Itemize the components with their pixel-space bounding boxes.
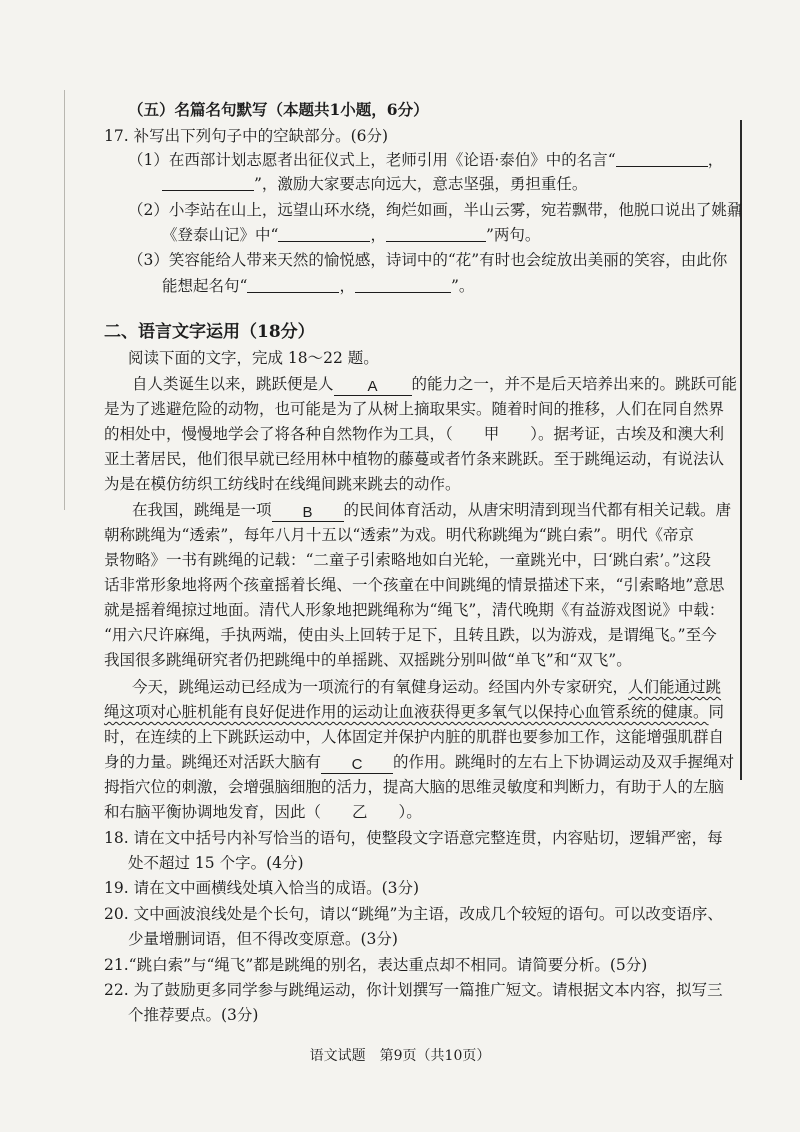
q17-part3-line1: （3）笑容能给人带来天然的愉悦感，诗词中的“花”有时也会绽放出美丽的笑容，由此你 <box>128 251 728 269</box>
q17-part3-line2 <box>162 276 474 296</box>
q17-part2-line1: （2）小李站在山上，远望山环水绕，绚烂如画，半山云雾，宛若飘带，他脱口说出了姚鼐 <box>128 201 743 219</box>
para3-line1 <box>132 677 721 697</box>
para2-line7: 我国很多跳绳研究者仍把跳绳中的单摇跳、双摇跳分别叫做“单飞”和“双飞”。 <box>104 651 632 669</box>
q17-part2-tail: ”两句。 <box>485 226 541 244</box>
para2-line6: “用六尺许麻绳，手执两端，使由头上回转于足下，且转且跌，以为游戏，是谓绳飞。”至今 <box>104 626 717 644</box>
answer-blank[interactable] <box>386 225 486 242</box>
q17-part1-text: （1）在西部计划志愿者出征仪式上，老师引用《论语·泰伯》中的名言“ <box>128 151 616 169</box>
answer-blank[interactable] <box>278 225 370 242</box>
q22-line1: 22. 为了鼓励更多同学参与跳绳运动，你计划撰写一篇推广短文。请根据文本内容，拟写三 <box>104 981 723 999</box>
page-footer: 语文试题 第9页（共10页） <box>309 1048 491 1064</box>
q18-line1: 18. 请在文中括号内补写恰当的语句，使整段文字语意完整连贯，内容贴切，逻辑严密，每 <box>104 829 723 847</box>
blank-a[interactable]: A <box>334 379 412 396</box>
comma: ， <box>370 226 386 244</box>
answer-blank[interactable] <box>355 276 451 293</box>
para3-line4 <box>104 752 734 774</box>
wavy-underlined-sentence: 人们能通过跳 <box>628 678 722 696</box>
para1-text: 的能力之一，并不是后天培养出来的。跳跃可能 <box>411 375 738 393</box>
comma: ， <box>339 277 355 295</box>
q20-line1: 20. 文中画波浪线处是个长句，请以“跳绳”为主语，改成几个较短的语句。可以改变语序、 <box>104 905 723 923</box>
para1-line2: 是为了逃避危险的动物，也可能是为了从树上摘取果实。随着时间的推移，人们在同自然界 <box>104 400 725 418</box>
q22-line2: 个推荐要点。(3分) <box>128 1006 259 1024</box>
blank-b[interactable]: B <box>272 505 344 522</box>
para3-line3: 时，在连续的上下跳跃运动中，人体固定并保护内脏的肌群也要参加工作，这能增强肌群自 <box>104 728 725 746</box>
q17-part1-line2 <box>162 174 587 194</box>
para2-line2: 朝称跳绳为“透索”，每年八月十五以“透索”为戏。明代称跳绳为“跳白索”。明代《帝京 <box>104 526 695 544</box>
para1-line3: 的相处中，慢慢地学会了将各种自然物作为工具，（ 甲 ）。据考证，古埃及和澳大利 <box>104 425 725 443</box>
q17-part3-text: 能想起名句“ <box>162 277 248 295</box>
para3-text: 同 <box>708 703 725 721</box>
q17-part3-tail: ”。 <box>450 277 475 295</box>
para2-line4: 话非常形象地将两个孩童摇着长绳、一个孩童在中间跳绳的情景描述下来，“引索略地”意思 <box>104 576 725 594</box>
section-5-heading: （五）名篇名句默写（本题共1小题，6分） <box>128 100 429 119</box>
para2-text: 在我国，跳绳是一项 <box>132 501 272 519</box>
comma: ， <box>707 151 724 169</box>
answer-blank[interactable] <box>162 174 254 191</box>
section-2-heading: 二、语言文字运用（18分） <box>104 322 315 342</box>
para1-line5: 为是在模仿纺织工纺线时在线绳间跳来跳去的动作。 <box>104 475 461 493</box>
para3-line5: 拇指穴位的刺激，会增强脑细胞的活力，提高大脑的思维灵敏度和判断力，有助于人的左脑 <box>104 778 725 796</box>
wavy-underlined-sentence: 绳这项对心脏机能有良好促进作用的运动让血液获得更多氧气以保持心血管系统的健康。 <box>104 703 709 721</box>
q17-part1-tail: ”，激励大家要志向远大，意志坚强，勇担重任。 <box>254 175 588 193</box>
para2-text: 的民间体育活动，从唐宋明清到现当代都有相关记载。唐 <box>343 501 732 519</box>
q21: 21.“跳白索”与“绳飞”都是跳绳的别名，表达重点却不相同。请简要分析。(5分) <box>104 956 648 974</box>
para3-line2 <box>104 702 724 722</box>
q19: 19. 请在文中画横线处填入恰当的成语。(3分) <box>104 879 420 897</box>
para1-line4: 亚土著居民，他们很早就已经用林中植物的藤蔓或者竹条来跳跃。至于跳绳运动，有说法认 <box>104 450 725 468</box>
reading-intro: 阅读下面的文字，完成 18～22 题。 <box>128 349 379 367</box>
q20-line2: 少量增删词语，但不得改变原意。(3分) <box>128 930 398 948</box>
q17-part2-text: 《登泰山记》中“ <box>162 226 279 244</box>
para1-line1 <box>132 374 737 396</box>
q17-stem: 17. 补写出下列句子中的空缺部分。(6分) <box>104 127 389 145</box>
para3-line6: 和右脑平衡协调地发育，因此（ 乙 ）。 <box>104 803 422 821</box>
para2-line5: 就是摇着绳掠过地面。清代人形象地把跳绳称为“绳飞”，清代晚期《有益游戏图说》中载： <box>104 601 725 619</box>
answer-blank[interactable] <box>616 150 708 167</box>
q17-part1-line1 <box>128 150 723 170</box>
para3-text: 身的力量。跳绳还对活跃大脑有 <box>104 753 322 771</box>
para2-line1 <box>132 500 731 522</box>
q17-part2-line2 <box>162 225 540 245</box>
answer-blank[interactable] <box>247 276 339 293</box>
para3-text: 的作用。跳绳时的左右上下协调运动及双手握绳对 <box>393 753 735 771</box>
para1-text: 自人类诞生以来，跳跃便是人 <box>132 375 334 393</box>
blank-c[interactable]: C <box>321 757 393 774</box>
para2-line3: 景物略》一书有跳绳的记载：“二童子引索略地如白光轮，一童跳光中，曰‘跳白索’。”这段 <box>104 551 711 569</box>
q18-line2: 处不超过 15 个字。(4分) <box>128 854 304 872</box>
para3-text: 今天，跳绳运动已经成为一项流行的有氧健身运动。经国内外专家研究， <box>132 678 629 696</box>
